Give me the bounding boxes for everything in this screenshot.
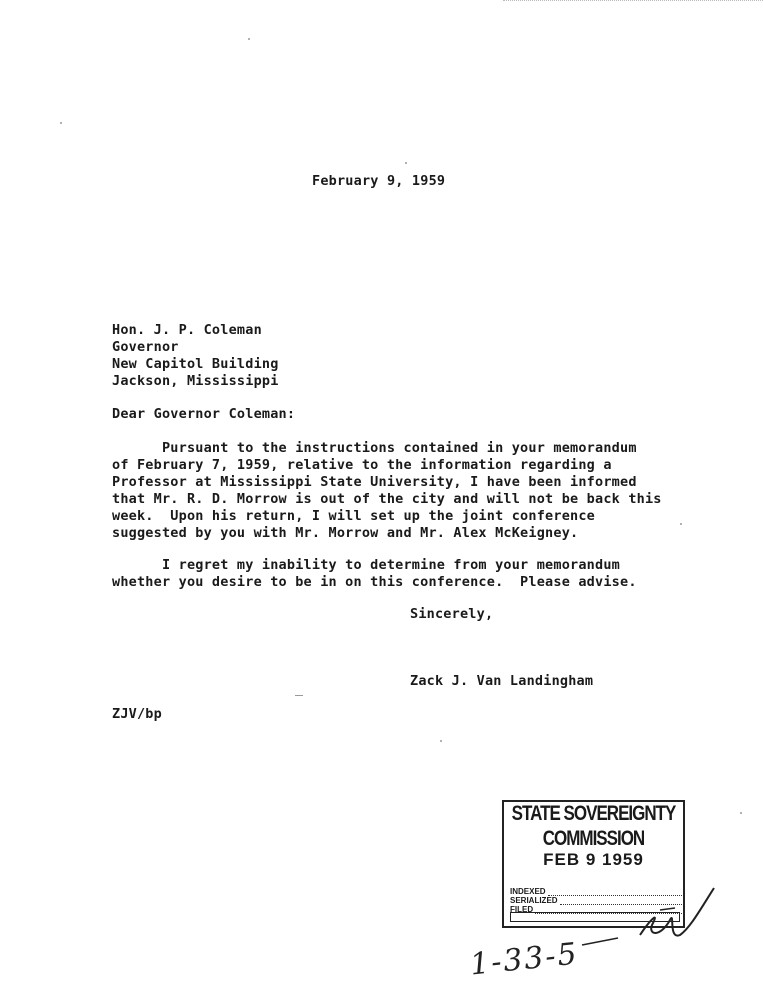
typist-initials: ZJV/bp (112, 706, 162, 722)
body-line: Pursuant to the instructions contained in your memorandum (112, 440, 637, 456)
address-line: Jackson, Mississippi (112, 373, 279, 389)
body-line: of February 7, 1959, relative to the information regarding a (112, 457, 612, 473)
stamp-field-serialized: SERIALIZED (510, 896, 682, 905)
letter-date: February 9, 1959 (312, 173, 446, 189)
handwritten-file-number: 1-33-5 (468, 936, 581, 983)
body-paragraph-1 (112, 440, 662, 542)
body-paragraph-2 (112, 557, 637, 591)
scan-speck (60, 122, 62, 124)
body-line: I regret my inability to determine from your memorandum (112, 557, 620, 573)
signer-name: Zack J. Van Landingham (410, 673, 594, 689)
handwritten-initials-mark (630, 880, 720, 950)
body-line: whether you desire to be in on this conference. Please advise. (112, 574, 637, 590)
scan-speck (248, 38, 250, 40)
stamp-date: FEB 9 1959 (543, 850, 644, 869)
body-line: week. Upon his return, I will set up the joint conference (112, 508, 596, 524)
scan-speck (295, 695, 303, 696)
salutation: Dear Governor Coleman: (112, 406, 296, 422)
address-line: New Capitol Building (112, 356, 279, 372)
body-line: that Mr. R. D. Morrow is out of the city and will not be back this (112, 491, 662, 507)
stamp-field-filed: FILED (510, 905, 682, 914)
recipient-address (112, 322, 279, 390)
scan-speck (740, 812, 742, 814)
scan-speck (405, 162, 407, 164)
body-line: Professor at Mississippi State University, I have been informed (112, 474, 637, 490)
handwritten-underline (580, 935, 620, 949)
address-line: Hon. J. P. Coleman (112, 322, 262, 338)
body-line: suggested by you with Mr. Morrow and Mr. Alex McKeigney. (112, 525, 579, 541)
address-line: Governor (112, 339, 179, 355)
scan-speck (680, 523, 682, 525)
scan-edge-dots (503, 0, 763, 3)
stamp-field-indexed: INDEXED (510, 887, 682, 896)
scan-speck (440, 740, 442, 742)
closing: Sincerely, (410, 606, 494, 622)
stamp-header: STATE SOVEREIGNTY COMMISSION (511, 801, 676, 850)
